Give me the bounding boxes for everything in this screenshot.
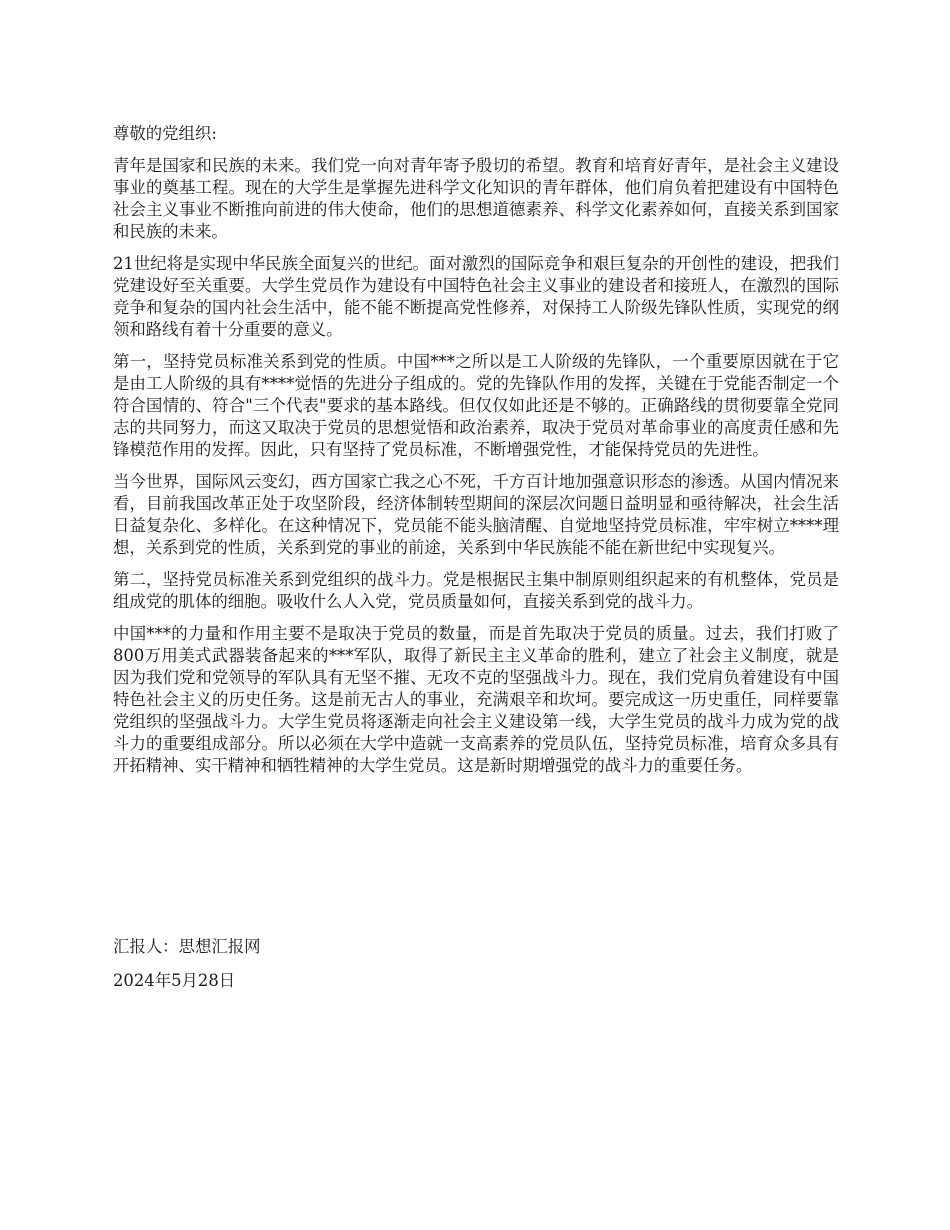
paragraph-5: 第二，坚持党员标准关系到党组织的战斗力。党是根据民主集中制原则组织起来的有机整体，党员是组成党的肌体的细胞。吸收什么人入党，党员质量如何，直接关系到党的战斗力。 <box>113 570 839 611</box>
paragraph-2: 21世纪将是实现中华民族全面复兴的世纪。面对激烈的国际竞争和艰巨复杂的开创性的建设，把我们党建设好至关重要。大学生党员作为建设有中国特色社会主义事业的建设者和接班人，在激烈的国际竞争和复杂的国内社会生活中，能不能不断提高党性修养，对保持工人阶级先锋队性质，实现党的纲领和路线有着十分重要的意义。 <box>113 254 839 339</box>
paragraph-3: 第一，坚持党员标准关系到党的性质。中国***之所以是工人阶级的先锋队，一个重要原因就在于它是由工人阶级的具有****觉悟的先进分子组成的。党的先锋队作用的发挥，关键在于党能否制定一个符合国情的、符合"三个代表"要求的基本路线。但仅仅如此还是不够的。正确路线的贯彻要靠全党同志的共同努力，而这又取决于党员的思想觉悟和政治素养，取决于党员对革命事业的高度责任感和先锋模范作用的发挥。因此，只有坚持了党员标准，不断增强党性，才能保持党员的先进性。 <box>113 352 839 459</box>
date-line: 2024年5月28日 <box>113 971 236 990</box>
paragraph-4: 当今世界，国际风云变幻，西方国家亡我之心不死，千方百计地加强意识形态的渗透。从国内情况来看，目前我国改革正处于攻坚阶段，经济体制转型期间的深层次问题日益明显和亟待解决，社会生活日益复杂化、多样化。在这种情况下，党员能不能头脑清醒、自觉地坚持党员标准，牢牢树立****理想，关系到党的性质，关系到党的事业的前途，关系到中华民族能不能在新世纪中实现复兴。 <box>113 472 839 557</box>
letter-body <box>113 123 839 787</box>
paragraph-1: 青年是国家和民族的未来。我们党一向对青年寄予殷切的希望。教育和培育好青年，是社会主义建设事业的奠基工程。现在的大学生是掌握先进科学文化知识的青年群体，他们肩负着把建设有中国特色社会主义事业不断推向前进的伟大使命，他们的思想道德素养、科学文化素养如何，直接关系到国家和民族的未来。 <box>113 156 839 241</box>
paragraph-6: 中国***的力量和作用主要不是取决于党员的数量，而是首先取决于党员的质量。过去，我们打败了800万用美式武器装备起来的***军队，取得了新民主主义革命的胜利，建立了社会主义制度，就是因为我们党和党领导的军队具有无坚不摧、无攻不克的坚强战斗力。现在，我们党肩负着建设有中国特色社会主义的历史任务。这是前无古人的事业，充满艰辛和坎坷。要完成这一历史重任，同样要靠党组织的坚强战斗力。大学生党员将逐渐走向社会主义建设第一线，大学生党员的战斗力成为党的战斗力的重要组成部分。所以必须在大学中造就一支高素养的党员队伍，坚持党员标准，培育众多具有开拓精神、实干精神和牺牲精神的大学生党员。这是新时期增强党的战斗力的重要任务。 <box>113 624 839 775</box>
signature-line: 汇报人：思想汇报网 <box>113 937 261 956</box>
letter-signature-block <box>113 936 839 1004</box>
letter-greeting: 尊敬的党组织: <box>113 124 217 143</box>
